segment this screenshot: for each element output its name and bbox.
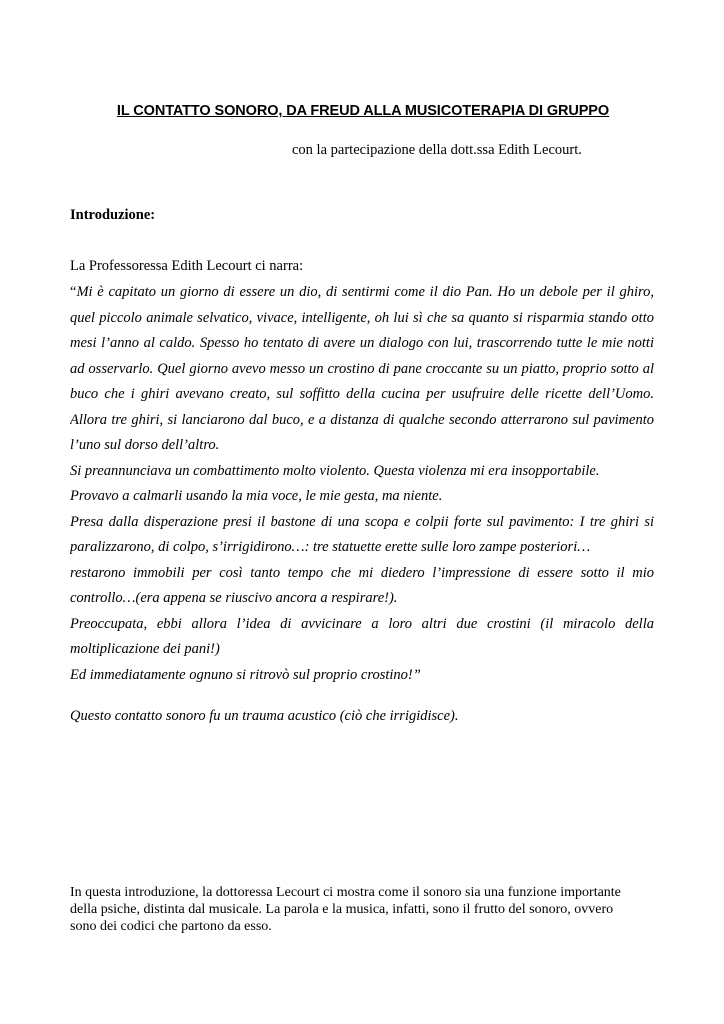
lecourt-quote [70, 280, 654, 688]
quote-line: buco che i ghiri avevano creato, sul soffitto della cucina per usufruire delle ricette dell’Uomo. [70, 386, 654, 402]
quote-line-text: Mi è capitato un giorno di essere un dio, di sentirmi come il dio Pan. Ho un debole per il ghiro, [76, 284, 654, 300]
section-heading-introduzione: Introduzione: [70, 207, 156, 223]
document-subtitle: con la partecipazione della dott.ssa Edith Lecourt. [292, 142, 582, 158]
quote-line: controllo…(era appena se riuscivo ancora a respirare!). [70, 590, 398, 606]
summary-line: sono dei codici che partono da esso. [70, 919, 272, 934]
summary-line: della psiche, distinta dal musicale. La parola e la musica, infatti, sono il frutto del sonoro, ovvero [70, 902, 614, 917]
quote-line: ad osservarlo. Quel giorno avevo messo un crostino di pane croccante su un piatto, proprio sotto al [70, 360, 654, 377]
quote-line: moltiplicazione dei pani!) [70, 641, 220, 657]
quote-intro-line: La Professoressa Edith Lecourt ci narra: [70, 258, 304, 274]
quote-line: Preoccupata, ebbi allora l’idea di avvicinare a loro altri due crostini (il miracolo della [70, 615, 654, 632]
summary-paragraph [70, 884, 660, 935]
document-title: IL CONTATTO SONORO, DA FREUD ALLA MUSICOTERAPIA DI GRUPPO [116, 103, 610, 119]
quote-line: paralizzarono, di colpo, s’irrigidirono…: tre statuette erette sulle loro zampe posteriori… [70, 539, 591, 555]
quote-line: l’uno sul dorso dell’altro. [70, 437, 220, 453]
quote-line: restarono immobili per così tanto tempo che mi diedero l’impressione di essere sotto il mio [70, 564, 654, 581]
quote-line: Provavo a calmarli usando la mia voce, le mie gesta, ma niente. [70, 488, 443, 504]
quote-line: Allora tre ghiri, si lanciarono dal buco, e a distanza di qualche secondo atterrarono sul pavimento [70, 411, 654, 428]
opening-quote-mark: “ [70, 284, 77, 300]
quote-line: mesi l’anno al caldo. Spesso ho tentato di avere un dialogo con lui, trascorrendo tutte le mie notti [70, 335, 654, 351]
quote-line: Ed immediatamente ognuno si ritrovò sul proprio crostino!” [70, 666, 421, 683]
quote-line: quel piccolo animale selvatico, vivace, intelligente, oh lui sì che sa quanto si risparmia stando otto [70, 309, 654, 326]
summary-line: In questa introduzione, la dottoressa Lecourt ci mostra come il sonoro sia una funzione importante [70, 885, 621, 900]
quote-line: Presa dalla disperazione presi il bastone di una scopa e colpii forte sul pavimento: I tre ghiri si [70, 513, 654, 530]
closing-remark: Questo contatto sonoro fu un trauma acustico (ciò che irrigidisce). [70, 708, 459, 724]
quote-line [70, 280, 654, 306]
quote-line: Si preannunciava un combattimento molto violento. Questa violenza mi era insopportabile. [70, 462, 600, 479]
